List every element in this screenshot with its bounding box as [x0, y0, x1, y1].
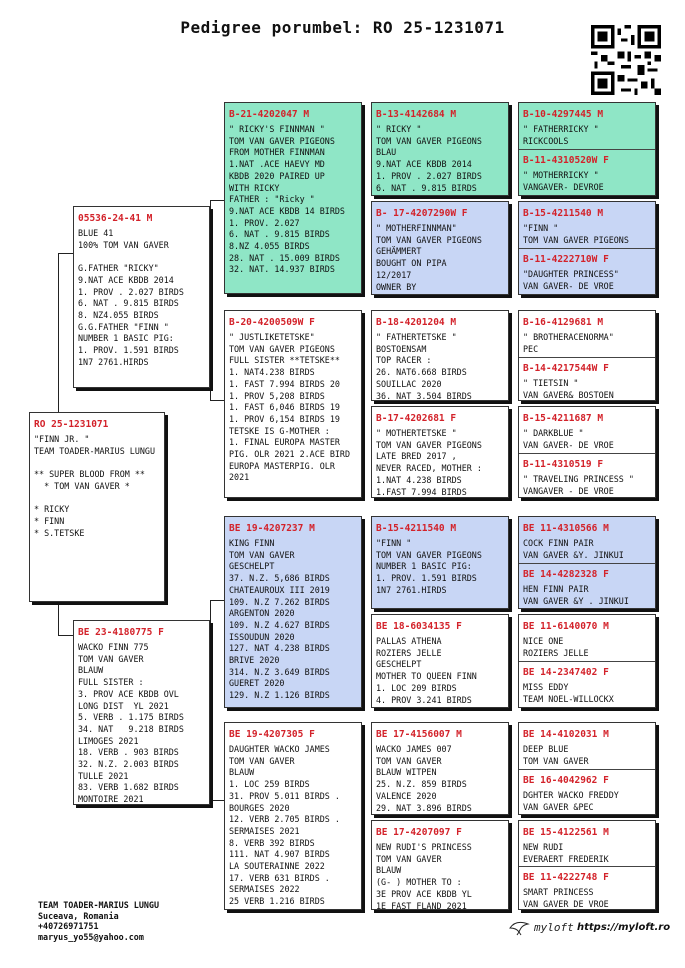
- card-description: DAUGHTER WACKO JAMES TOM VAN GAVER BLAUW 1. LOC 259 BIRDS 31. PROV 5.011 BIRDS . BOURGES 2020 12. VERB 2.705 BIRDS . SERMAISES 2021 8. VERB 392 BIRDS 111. NAT 4.907 BIRDS LA SOUTERAINNE 2022 17. VERB 631 BIRDS . SERMAISES 2022 25 VERB 1.216 BIRDS: [229, 744, 340, 907]
- ring-number: B-14-4217544W F: [523, 363, 609, 374]
- qr-code: [590, 25, 662, 95]
- subject-card: [29, 412, 165, 602]
- great-grandparent-card: [371, 614, 509, 708]
- connector: [210, 600, 211, 800]
- card-description: "FINN " TOM VAN GAVER PIGEONS: [523, 223, 629, 245]
- ring-number: BE 17-4156007 M: [376, 729, 462, 740]
- page-title: Pedigree porumbel: RO 25-1231071: [180, 18, 505, 37]
- card-description: " RICKY " TOM VAN GAVER PIGEONS BLAU 9.NAT ACE KBDB 2014 1. PROV . 2.027 BIRDS 6. NAT . 9.815 BIRDS: [376, 124, 482, 193]
- card-description: " BROTHERACENORMA" PEC: [523, 332, 614, 354]
- great-grandparent-card: [371, 820, 509, 910]
- card-description: NICE ONE ROZIERS JELLE: [523, 636, 589, 658]
- card-description: " DARKBLUE " VAN GAVER- DE VROE: [523, 428, 614, 450]
- card-description: NEW RUDI EVERAERT FREDERIK: [523, 842, 609, 864]
- card-description: " TRAVELING PRINCESS " VANGAVER - DE VROE: [523, 474, 634, 496]
- dam-description: WACKO FINN 775 TOM VAN GAVER BLAUW FULL SISTER : 3. PROV ACE KBDB OVL LONG DIST YL 2021 5. VERB . 1.175 BIRDS 34. NAT 9.218 BIRDS LIMOGES 2021 18. VERB . 903 BIRDS 32. N.Z. 2.003 BIRDS TULLE 2021 83. VERB 1.682 BIRDS MONTOIRE 2021: [78, 642, 184, 805]
- connector: [58, 253, 73, 254]
- ring-number: BE 11-4310566 M: [523, 523, 609, 534]
- card-description: MISS EDDY TEAM NOEL-WILLOCKX: [523, 682, 614, 704]
- gen4-pair-card: [518, 310, 656, 401]
- card-description: " MOTHERFINNMAN" TOM VAN GAVER PIGEONS GEHÄMMERT BOUGHT ON PIPA 12/2017 OWNER BY: [376, 223, 482, 292]
- ring-number: B-11-4222710W F: [523, 254, 609, 265]
- sire-description: BLUE 41 100% TOM VAN GAVER G.FATHER "RICKY" 9.NAT ACE KBDB 2014 1. PROV . 2.027 BIRDS 6. NAT . 9.815 BIRDS 8. NZ4.055 BIRDS G.G.FATHER "FINN " NUMBER 1 BASIC PIG: 1. PROV. 1.591 BIRDS 1N7 2761.HIRDS: [78, 228, 184, 367]
- gen4-pair-card: [518, 614, 656, 708]
- gen4-pair-card: [518, 201, 656, 295]
- ring-number: B-11-4310520W F: [523, 155, 609, 166]
- card-description: " JUSTLIKETETSKE" TOM VAN GAVER PIGEONS FULL SISTER **TETSKE** 1. NAT4.238 BIRDS 1. FAST 7.994 BIRDS 20 1. PROV 5,208 BIRDS 1. FAST 6,046 BIRDS 19 1. PROV 6,154 BIRDS 19 TETSKE IS G-MOTHER : 1. FINAL EUROPA MASTER PIG. OLR 2021 2.ACE BIRD EUROPA MASTERPIG. OLR 2021: [229, 332, 351, 483]
- ring-number: B-21-4202047 M: [229, 109, 310, 120]
- connector: [210, 800, 224, 801]
- great-grandparent-card: [371, 406, 509, 498]
- sire-card: [73, 206, 210, 388]
- ring-number: BE 11-6140070 M: [523, 621, 609, 632]
- ring-number: B-13-4142684 M: [376, 109, 457, 120]
- ring-number: BE 23-4180775 F: [78, 627, 164, 638]
- ring-number: B-16-4129681 M: [523, 317, 604, 328]
- ring-number: BE 17-4207097 F: [376, 827, 462, 838]
- ring-number: B-11-4310519 F: [523, 459, 604, 470]
- connector: [210, 600, 224, 601]
- ring-number: B-18-4201204 M: [376, 317, 457, 328]
- ring-number: BE 16-4042962 F: [523, 775, 609, 786]
- website-link[interactable]: https://myloft.ro: [577, 922, 671, 933]
- card-description: COCK FINN PAIR VAN GAVER &Y. JINKUI: [523, 538, 624, 560]
- ring-number: B-10-4297445 M: [523, 109, 604, 120]
- ring-number: BE 19-4207237 M: [229, 523, 315, 534]
- connector: [58, 600, 59, 635]
- card-description: SMART PRINCESS VAN GAVER DE VROE: [523, 887, 609, 909]
- gen4-pair-card: [518, 102, 656, 196]
- brand-logo: [508, 918, 574, 936]
- ring-number: BE 14-4102031 M: [523, 729, 609, 740]
- connector: [210, 400, 224, 401]
- connector: [58, 253, 59, 418]
- great-grandparent-card: [371, 516, 509, 609]
- ring-number: B-15-4211540 M: [523, 208, 604, 219]
- ring-number: BE 14-4282328 F: [523, 569, 609, 580]
- dam-card: [73, 620, 210, 805]
- ring-number: 05536-24-41 M: [78, 213, 153, 224]
- ring-number: B-17-4202681 F: [376, 413, 457, 424]
- card-description: " RICKY'S FINNMAN " TOM VAN GAVER PIGEONS FROM MOTHER FINNMAN 1.NAT .ACE HAEVY MD KBDB 2020 PAIRED UP WITH RICKY FATHER : "Ricky " 9.NAT ACE KBDB 14 BIRDS 1. PROV. 2.027 6. NAT . 9.815 BIRDS 8.NZ 4.055 BIRDS 28. NAT . 15.009 BIRDS 32. NAT. 14.937 BIRDS: [229, 124, 345, 275]
- grandsire-maternal-card: [224, 516, 362, 708]
- card-description: NEW RUDI'S PRINCESS TOM VAN GAVER BLAUW (G- ) MOTHER TO : 3E PROV ACE KBDB YL 1E FAST FLAND 2021: [376, 842, 472, 910]
- card-description: "FINN " TOM VAN GAVER PIGEONS NUMBER 1 BASIC PIG: 1. PROV. 1.591 BIRDS 1N7 2761.HIRDS: [376, 538, 482, 595]
- card-description: PALLAS ATHENA ROZIERS JELLE GESCHELPT MOTHER TO QUEEN FINN 1. LOC 209 BIRDS 4. PROV 3.241 BIRDS: [376, 636, 477, 705]
- ring-number: BE 15-4122561 M: [523, 827, 609, 838]
- ring-number: BE 14-2347402 F: [523, 667, 609, 678]
- ring-number: B- 17-4207290W F: [376, 208, 468, 219]
- ring-number: BE 11-4222748 F: [523, 872, 609, 883]
- grandsire-paternal-card: [224, 102, 362, 294]
- card-description: " TIETSIN " VAN GAVER& BOSTOEN: [523, 378, 614, 400]
- gen4-pair-card: [518, 722, 656, 815]
- great-grandparent-card: [371, 201, 509, 295]
- card-description: HEN FINN PAIR VAN GAVER &Y . JINKUI: [523, 584, 629, 606]
- ring-number: RO 25-1231071: [34, 419, 109, 430]
- gen4-pair-card: [518, 406, 656, 498]
- connector: [210, 200, 211, 400]
- card-description: " MOTHERTETSKE " TOM VAN GAVER PIGEONS LATE BRED 2017 , NEVER RACED, MOTHER : 1.NAT 4.238 BIRDS 1.FAST 7.994 BIRDS: [376, 428, 482, 497]
- great-grandparent-card: [371, 722, 509, 815]
- card-description: DGHTER WACKO FREDDY VAN GAVER &PEC: [523, 790, 619, 812]
- pigeon-icon: [508, 918, 530, 936]
- card-description: KING FINN TOM VAN GAVER GESCHELPT 37. N.Z. 5,686 BIRDS CHATEAUROUX III 2019 109. N.Z 7.262 BIRDS ARGENTON 2020 109. N.Z 4.627 BIRDS ISSOUDUN 2020 127. NAT 4.238 BIRDS BRIVE 2020 314. N.Z 3.649 BIRDS GUERET 2020 129. N.Z 1.126 BIRDS: [229, 538, 330, 701]
- card-description: DEEP BLUE TOM VAN GAVER: [523, 744, 589, 766]
- card-description: " FATHERRICKY " RICKCOOLS: [523, 124, 599, 146]
- connector: [210, 200, 224, 201]
- ring-number: BE 19-4207305 F: [229, 729, 315, 740]
- card-description: "DAUGHTER PRINCESS" VAN GAVER- DE VROE: [523, 269, 619, 291]
- gen4-pair-card: [518, 516, 656, 609]
- gen4-pair-card: [518, 820, 656, 910]
- subject-description: "FINN JR. " TEAM TOADER-MARIUS LUNGU ** SUPER BLOOD FROM ** * TOM VAN GAVER * * RICKY * FINN * S.TETSKE: [34, 434, 156, 538]
- brand-name: myloft: [534, 920, 574, 934]
- ring-number: B-20-4200509W F: [229, 317, 315, 328]
- card-description: " FATHERTETSKE " BOSTOENSAM TOP RACER : 26. NAT6.668 BIRDS SOUILLAC 2020 36. NAT 3.504 BIRDS: [376, 332, 472, 401]
- great-grandparent-card: [371, 102, 509, 196]
- ring-number: B-15-4211540 M: [376, 523, 457, 534]
- ring-number: B-15-4211687 M: [523, 413, 604, 424]
- owner-contact: TEAM TOADER-MARIUS LUNGU Suceava, Romania +40726971751 maryus_yo55@yahoo.com: [38, 900, 160, 942]
- card-description: WACKO JAMES 007 TOM VAN GAVER BLAUW WITPEN 25. N.Z. 859 BIRDS VALENCE 2020 29. NAT 3.896 BIRDS: [376, 744, 472, 813]
- card-description: " MOTHERRICKY " VANGAVER- DEVROE: [523, 170, 604, 192]
- great-grandparent-card: [371, 310, 509, 401]
- connector: [58, 635, 73, 636]
- ring-number: BE 18-6034135 F: [376, 621, 462, 632]
- granddam-paternal-card: [224, 310, 362, 498]
- granddam-maternal-card: [224, 722, 362, 910]
